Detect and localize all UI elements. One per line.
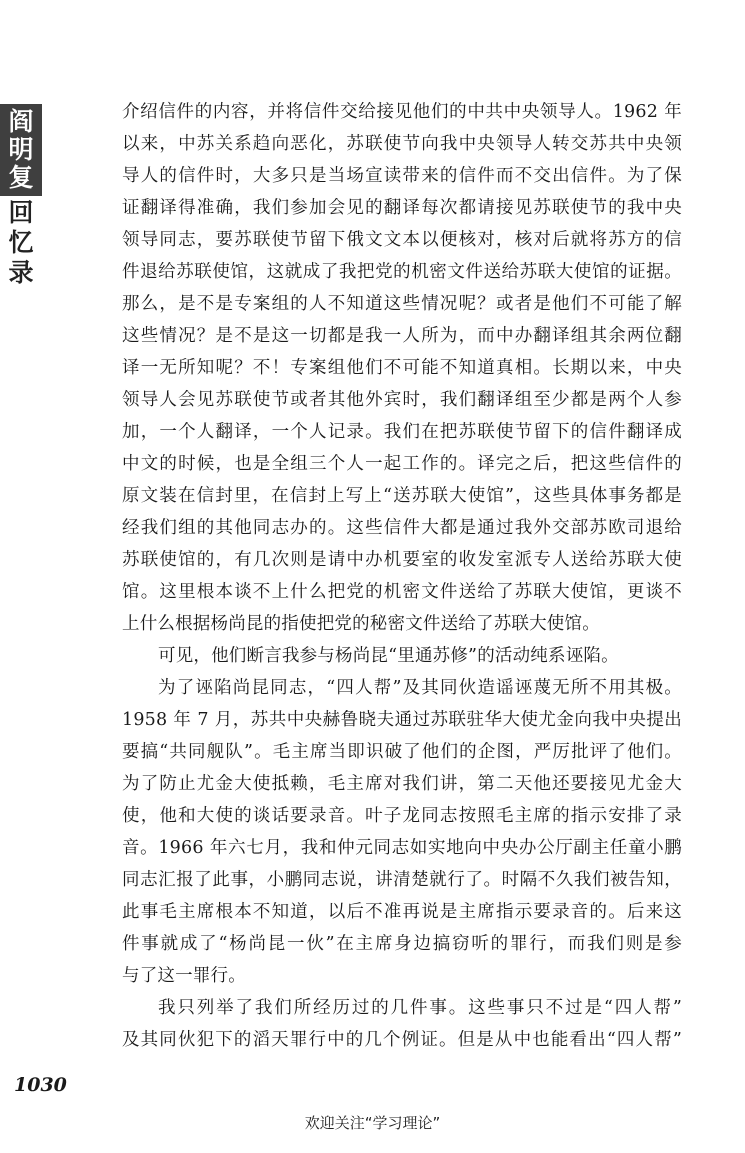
- text-line: 加，一个人翻译，一个人记录。我们在把苏联使节留下的信件翻译成: [122, 422, 682, 442]
- text-line: 使，他和大使的谈话要录音。叶子龙同志按照毛主席的指示安排了录: [122, 806, 682, 826]
- text-line: 同志汇报了此事，小鹏同志说，讲清楚就行了。时隔不久我们被告知，: [122, 870, 682, 890]
- text-line: 要搞“共同舰队”。毛主席当即识破了他们的企图，严厉批评了他们。: [122, 742, 682, 762]
- text-line: 苏联使馆的，有几次则是请中办机要室的收发室派专人送给苏联大使: [122, 550, 682, 570]
- text-line: 可见，他们断言我参与杨尚昆“里通苏修”的活动纯系诬陷。: [158, 646, 619, 666]
- text-line: 件退给苏联使馆，这就成了我把党的机密文件送给苏联大使馆的证据。: [122, 262, 682, 282]
- side-title-char: 明: [8, 135, 34, 164]
- text-line: 导人的信件时，大多只是当场宣读带来的信件而不交出信件。为了保: [122, 166, 682, 186]
- side-title-author: [0, 104, 42, 196]
- text-line: 与了这一罪行。: [122, 966, 246, 986]
- footer-note: 欢迎关注“学习理论”: [304, 1114, 441, 1132]
- text-line: 原文装在信封里，在信封上写上“送苏联大使馆”，这些具体事务都是: [122, 486, 682, 506]
- text-line: 译一无所知呢？不！专案组他们不可能不知道真相。长期以来，中央: [122, 358, 682, 378]
- text-line: 中文的时候，也是全组三个人一起工作的。译完之后，把这些信件的: [122, 454, 682, 474]
- text-line: 馆。这里根本谈不上什么把党的机密文件送给了苏联大使馆，更谈不: [122, 582, 682, 602]
- text-line: 介绍信件的内容，并将信件交给接见他们的中共中央领导人。1962 年: [122, 102, 682, 122]
- text-line: 上什么根据杨尚昆的指使把党的秘密文件送给了苏联大使馆。: [122, 614, 600, 634]
- side-title-char: 录: [8, 258, 34, 287]
- text-line: 经我们组的其他同志办的。这些信件大都是通过我外交部苏欧司退给: [122, 518, 682, 538]
- text-line: 这些情况？是不是这一切都是我一人所为，而中办翻译组其余两位翻: [122, 326, 682, 346]
- text-line: 那么，是不是专案组的人不知道这些情况呢？或者是他们不可能了解: [122, 294, 682, 314]
- text-line: 音。1966 年六七月，我和仲元同志如实地向中央办公厅副主任童小鹏: [122, 838, 682, 858]
- text-line: 及其同伙犯下的滔天罪行中的几个例证。但是从中也能看出“四人帮”: [122, 1030, 682, 1050]
- text-line: 件事就成了“杨尚昆一伙”在主席身边搞窃听的罪行，而我们则是参: [122, 934, 682, 954]
- side-title-char: 阎: [8, 107, 34, 136]
- text-line: 1958 年 7 月，苏共中央赫鲁晓夫通过苏联驻华大使尤金向我中央提出: [122, 710, 682, 730]
- page-number: 1030: [14, 1074, 67, 1096]
- body-text: [122, 96, 682, 1056]
- text-line: 此事毛主席根本不知道，以后不准再说是主席指示要录音的。后来这: [122, 902, 682, 922]
- text-line: 为了诬陷尚昆同志，“四人帮”及其同伙造谣诬蔑无所不用其极。: [158, 678, 682, 698]
- side-title-char: 回: [8, 198, 34, 227]
- text-line: 以来，中苏关系趋向恶化，苏联使节向我中央领导人转交苏共中央领: [122, 134, 682, 154]
- text-line: 证翻译得准确，我们参加会见的翻译每次都请接见苏联使节的我中央: [122, 198, 682, 218]
- side-title-char: 忆: [8, 228, 34, 257]
- side-title-book: [0, 198, 42, 288]
- text-line: 我只列举了我们所经历过的几件事。这些事只不过是“四人帮”: [158, 998, 682, 1018]
- text-line: 领导人会见苏联使节或者其他外宾时，我们翻译组至少都是两个人参: [122, 390, 682, 410]
- side-title-char: 复: [8, 163, 34, 192]
- text-line: 为了防止尤金大使抵赖，毛主席对我们讲，第二天他还要接见尤金大: [122, 774, 682, 794]
- text-line: 领导同志，要苏联使节留下俄文文本以便核对，核对后就将苏方的信: [122, 230, 682, 250]
